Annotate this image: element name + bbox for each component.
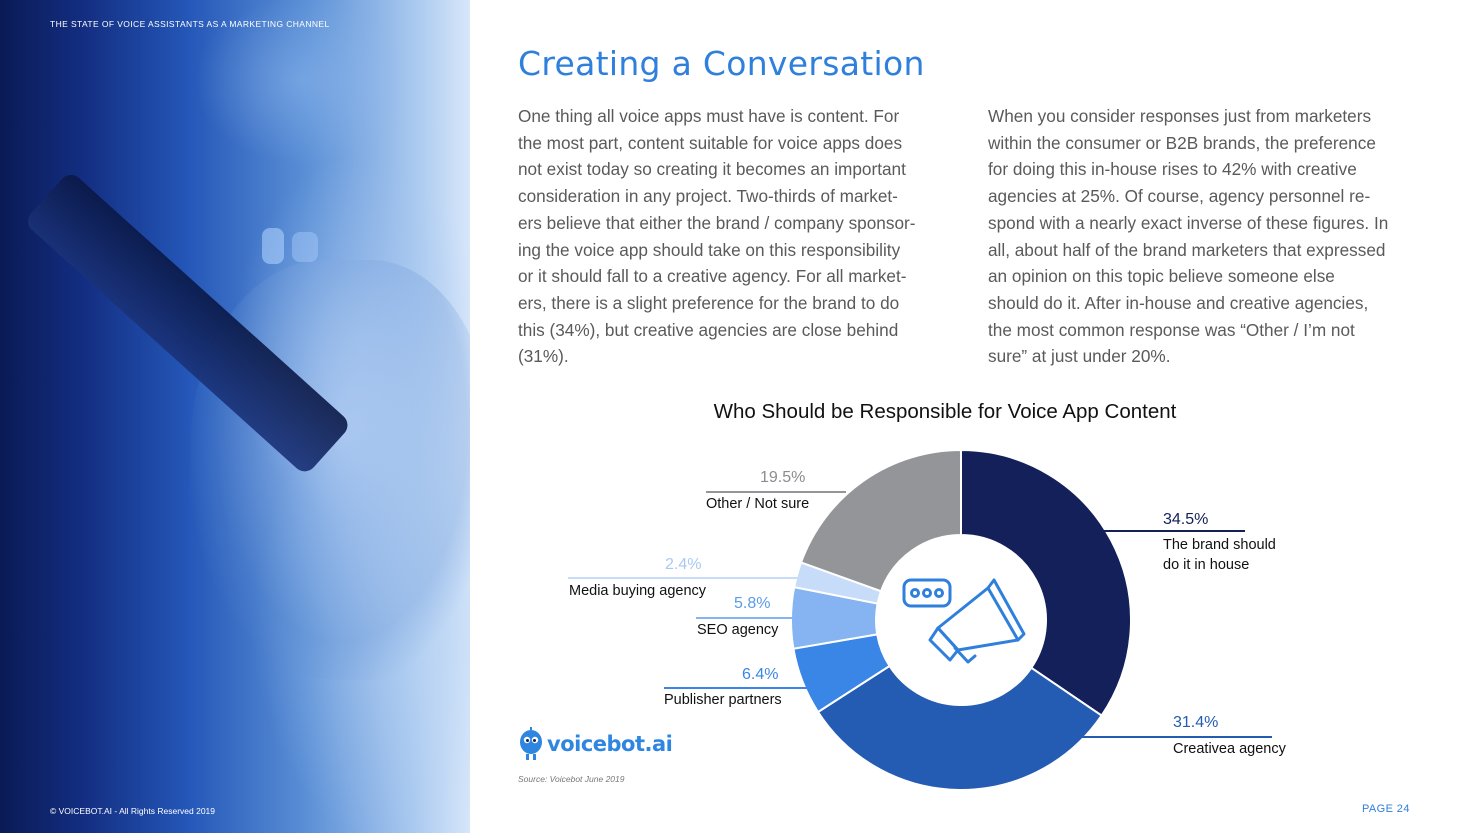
voicebot-mascot-icon: [518, 727, 544, 761]
report-kicker: THE STATE OF VOICE ASSISTANTS AS A MARKETING CHANNEL: [50, 19, 330, 29]
category-label-line: The brand should: [1163, 537, 1276, 553]
body-text-line: within the consumer or B2B brands, the preference: [988, 132, 1376, 153]
body-text-line: consideration in any project. Two-thirds of market-: [518, 186, 898, 207]
category-label-line: Other / Not sure: [706, 496, 810, 512]
body-text-line: agencies at 25%. Of course, agency personnel re-: [988, 186, 1371, 207]
megaphone-chat-icon: [904, 580, 1024, 662]
category-label-line: SEO agency: [697, 622, 779, 638]
copyright: © VOICEBOT.AI - All Rights Reserved 2019: [50, 806, 215, 816]
leader-line-media-buying-agency: [568, 577, 800, 579]
body-text-line: for doing this in-house rises to 42% with creative: [988, 159, 1357, 180]
body-text-line: ers believe that either the brand / company sponsor-: [518, 212, 916, 233]
chart-source: Source: Voicebot June 2019: [518, 774, 625, 784]
data-label-media-buying-agency: 2.4%: [665, 556, 702, 573]
category-label-line: Creativea agency: [1173, 741, 1286, 757]
data-label-brand-in-house: 34.5%: [1163, 511, 1209, 528]
slice-other-not-sure: [801, 450, 961, 591]
data-label-seo-agency: 5.8%: [734, 595, 771, 612]
leader-line-other-not-sure: [706, 491, 846, 493]
data-label-creative-agency: 31.4%: [1173, 714, 1219, 731]
voicebot-logo: [518, 727, 672, 761]
category-label-media-buying-agency: [569, 581, 706, 601]
logo-text: voicebot.ai: [547, 732, 673, 756]
slice-brand-in-house: [961, 450, 1131, 716]
body-text-line: should do it. After in-house and creative agencies,: [988, 292, 1369, 313]
category-label-line: Publisher partners: [664, 692, 782, 708]
body-text-line: an opinion on this topic believe someone else: [988, 266, 1335, 287]
category-label-publisher-partners: [664, 690, 782, 710]
body-text-line: (31%).: [518, 346, 569, 367]
chart-title: Who Should be Responsible for Voice App Content: [713, 400, 1177, 423]
body-text-line: the most part, content suitable for voice apps does: [518, 132, 903, 153]
body-text-line: the most common response was “Other / I’m not: [988, 319, 1355, 340]
category-label-line: Media buying agency: [569, 583, 707, 599]
body-text-line: all, about half of the brand marketers that expressed: [988, 239, 1386, 260]
body-text-line: not exist today so creating it becomes an important: [518, 159, 906, 180]
category-label-creative-agency: [1173, 739, 1286, 759]
category-label-line: do it in house: [1163, 557, 1250, 573]
body-text-line: sure” at just under 20%.: [988, 346, 1171, 367]
data-label-other-not-sure: 19.5%: [760, 469, 806, 486]
body-text-line: One thing all voice apps must have is content. For: [518, 106, 900, 126]
leader-line-brand-in-house: [1050, 530, 1245, 532]
category-label-seo-agency: [697, 620, 778, 640]
body-text-line: ers, there is a slight preference for the brand to do: [518, 292, 900, 313]
data-label-publisher-partners: 6.4%: [742, 666, 779, 683]
leader-line-creative-agency: [1082, 736, 1272, 738]
category-label-other-not-sure: [706, 494, 809, 514]
page-number: PAGE 24: [1362, 803, 1410, 815]
body-text-line: When you consider responses just from marketers: [988, 106, 1372, 126]
leader-line-publisher-partners: [664, 687, 809, 689]
body-text-line: or it should fall to a creative agency. For all market-: [518, 266, 907, 287]
body-text-line: this (34%), but creative agencies are close behind: [518, 319, 899, 340]
category-label-brand-in-house: [1163, 535, 1276, 575]
page-title: Creating a Conversation: [518, 44, 925, 83]
leader-line-seo-agency: [696, 617, 796, 619]
body-text-line: spond with a nearly exact inverse of these figures. In: [988, 212, 1389, 233]
body-text-line: ing the voice app should take on this responsibility: [518, 239, 901, 260]
